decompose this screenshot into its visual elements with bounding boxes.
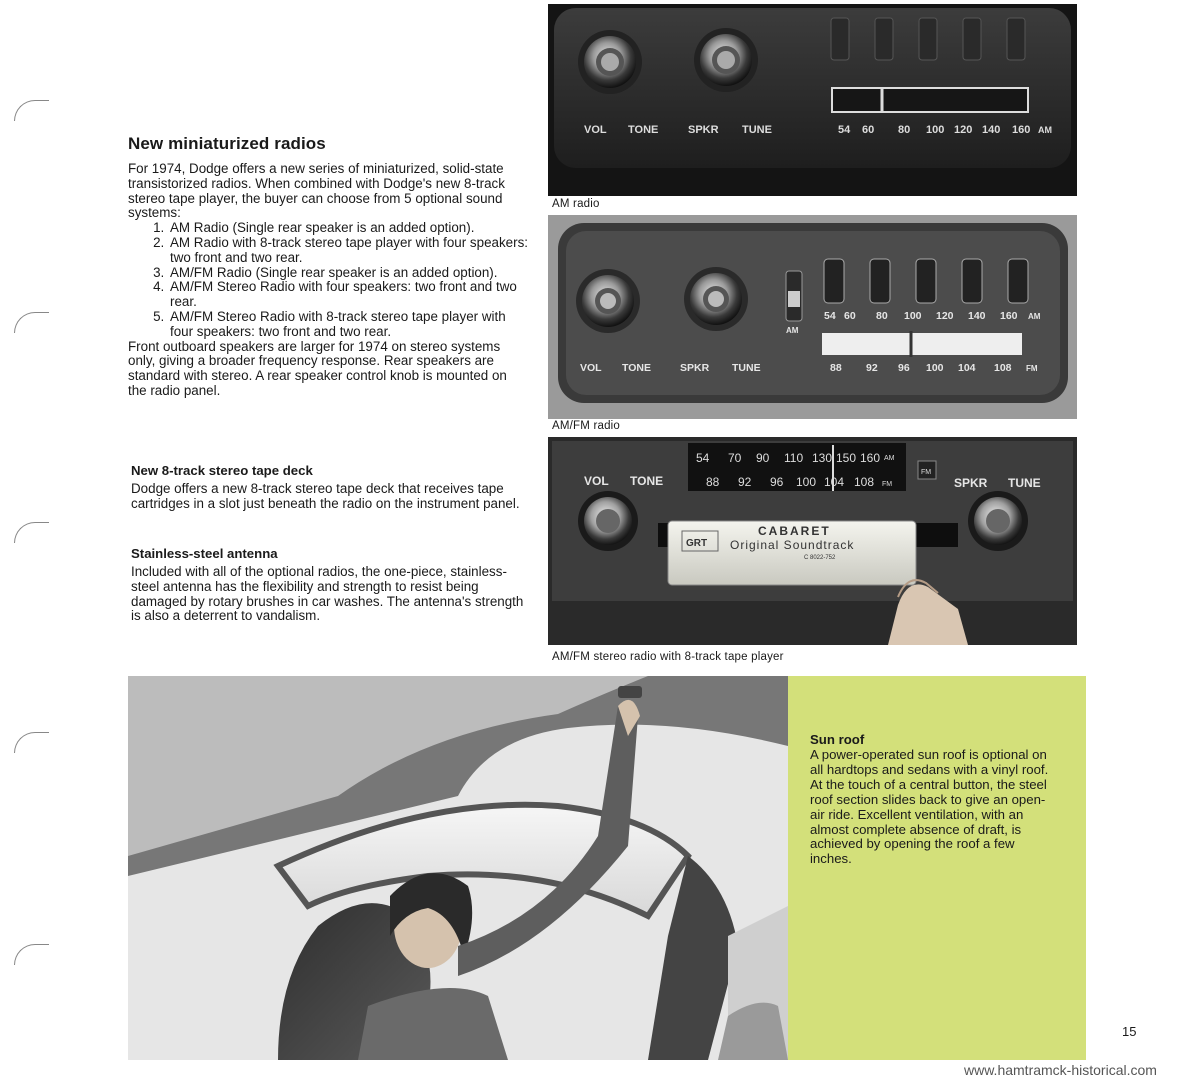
dial-band: AM bbox=[884, 455, 895, 462]
knob-label: SPKR bbox=[688, 124, 719, 136]
dial-number: 160 bbox=[1000, 310, 1018, 322]
dial-number: 100 bbox=[926, 124, 945, 136]
list-item: 5. AM/FM Stereo Radio with 8-track stereo tape player with four speakers: two front and two rear. bbox=[168, 310, 528, 340]
dial-number: 100 bbox=[904, 310, 922, 322]
dial-number: 104 bbox=[958, 362, 976, 374]
dial-band: AM bbox=[1028, 312, 1041, 321]
dial-number: 108 bbox=[854, 475, 875, 489]
photo-caption: AM/FM radio bbox=[552, 420, 621, 432]
dial-number: 160 bbox=[1012, 124, 1031, 136]
switch-label: AM bbox=[786, 326, 799, 335]
tape-deck-heading: New 8-track stereo tape deck bbox=[131, 463, 313, 478]
page-title: New miniaturized radios bbox=[128, 134, 326, 153]
knob-label: VOL bbox=[584, 474, 609, 488]
dial-number: 60 bbox=[844, 310, 856, 322]
dial-number: 120 bbox=[936, 310, 954, 322]
dial-number: 96 bbox=[898, 362, 910, 374]
stereo-tape-photo bbox=[548, 437, 1077, 645]
dial-number: 92 bbox=[738, 475, 752, 489]
cartridge-title: CABARET bbox=[758, 524, 831, 538]
binder-hole bbox=[14, 944, 49, 965]
knob-label: SPKR bbox=[680, 362, 710, 374]
cartridge-subtitle: Original Soundtrack bbox=[730, 538, 855, 552]
photo-caption: AM/FM stereo radio with 8-track tape player bbox=[552, 651, 784, 663]
knob-label: TONE bbox=[622, 362, 651, 374]
binder-hole bbox=[14, 732, 49, 753]
knob-label: SPKR bbox=[954, 476, 988, 490]
amfm-radio-photo bbox=[548, 215, 1077, 419]
binder-hole bbox=[14, 522, 49, 543]
knob-label: VOL bbox=[580, 362, 602, 374]
knob-label: VOL bbox=[584, 124, 607, 136]
knob-label: TONE bbox=[630, 474, 664, 488]
dial-number: 160 bbox=[860, 451, 881, 465]
knob-label: TONE bbox=[628, 124, 659, 136]
switch-label: FM bbox=[921, 469, 932, 476]
dial-number: 54 bbox=[696, 451, 710, 465]
dial-number: 108 bbox=[994, 362, 1012, 374]
dial-number: 104 bbox=[824, 475, 845, 489]
sunroof-photo bbox=[128, 676, 788, 1060]
dial-number: 54 bbox=[824, 310, 836, 322]
dial-number: 92 bbox=[866, 362, 878, 374]
watermark: www.hamtramck-historical.com bbox=[964, 1062, 1157, 1078]
dial-band: AM bbox=[1038, 125, 1052, 135]
list-item: 3. AM/FM Radio (Single rear speaker is an added option). bbox=[168, 266, 528, 281]
dial-number: 110 bbox=[784, 451, 804, 465]
knob-label: TUNE bbox=[742, 124, 772, 136]
dial-number: 130 bbox=[812, 451, 833, 465]
dial-number: 54 bbox=[838, 124, 851, 136]
intro-section bbox=[128, 162, 528, 399]
dial-number: 88 bbox=[706, 475, 720, 489]
dial-number: 100 bbox=[796, 475, 817, 489]
dial-number: 70 bbox=[728, 451, 742, 465]
photo-caption: AM radio bbox=[552, 198, 600, 210]
dial-number: 100 bbox=[926, 362, 944, 374]
cartridge-brand: GRT bbox=[686, 538, 708, 549]
page-number: 15 bbox=[1122, 1024, 1137, 1039]
dial-number: 96 bbox=[770, 475, 784, 489]
dial-band: FM bbox=[882, 481, 893, 488]
dial-number: 80 bbox=[898, 124, 911, 136]
sunroof-heading: Sun roof bbox=[810, 732, 865, 747]
dial-number: 150 bbox=[836, 451, 857, 465]
dial-number: 140 bbox=[968, 310, 986, 322]
dial-band: FM bbox=[1026, 364, 1038, 373]
am-radio-photo bbox=[548, 4, 1077, 196]
dial-number: 88 bbox=[830, 362, 842, 374]
sunroof-paragraph: A power-operated sun roof is optional on all hardtops and sedans with a vinyl roof. At the touch of a central button, the steel roof section slides back to give an open-air ride. Excellent ventilation, with an almost complete absence of draft, is achieved by opening the roof a few inches. bbox=[810, 747, 1049, 867]
speakers-paragraph: Front outboard speakers are larger for 1974 on stereo systems only, giving a broader frequency response. Rear speakers are standard with stereo. A rear speaker control knob is mounted on the radio panel. bbox=[128, 338, 507, 398]
antenna-heading: Stainless-steel antenna bbox=[131, 546, 278, 561]
dial-number: 140 bbox=[982, 124, 1001, 136]
tape-deck-paragraph: Dodge offers a new 8-track stereo tape deck that receives tape cartridges in a slot just beneath the radio on the instrument panel. bbox=[131, 481, 520, 511]
binder-hole bbox=[14, 100, 49, 121]
intro-paragraph: For 1974, Dodge offers a new series of miniaturized, solid-state transistorized radios. When combined with Dodge's new 8-track stereo tape player, the buyer can choose from 5 optional sound systems: bbox=[128, 161, 505, 221]
cartridge-code: C 8022-752 bbox=[804, 555, 836, 561]
dial-number: 60 bbox=[862, 124, 875, 136]
sound-system-options bbox=[128, 221, 528, 339]
list-item: 2. AM Radio with 8-track stereo tape player with four speakers: two front and two rear. bbox=[168, 236, 528, 266]
list-item: 4. AM/FM Stereo Radio with four speakers: two front and two rear. bbox=[168, 280, 528, 310]
dial-number: 120 bbox=[954, 124, 973, 136]
knob-label: TUNE bbox=[732, 362, 761, 374]
antenna-paragraph: Included with all of the optional radios, the one-piece, stainless-steel antenna has the flexibility and strength to resist being damaged by rotary brushes in car washes. The antenna's strength is also a deterrent to vandalism. bbox=[131, 564, 524, 624]
dial-number: 80 bbox=[876, 310, 888, 322]
dial-number: 90 bbox=[756, 451, 770, 465]
knob-label: TUNE bbox=[1008, 476, 1041, 490]
list-item: 1. AM Radio (Single rear speaker is an added option). bbox=[168, 221, 528, 236]
binder-hole bbox=[14, 312, 49, 333]
